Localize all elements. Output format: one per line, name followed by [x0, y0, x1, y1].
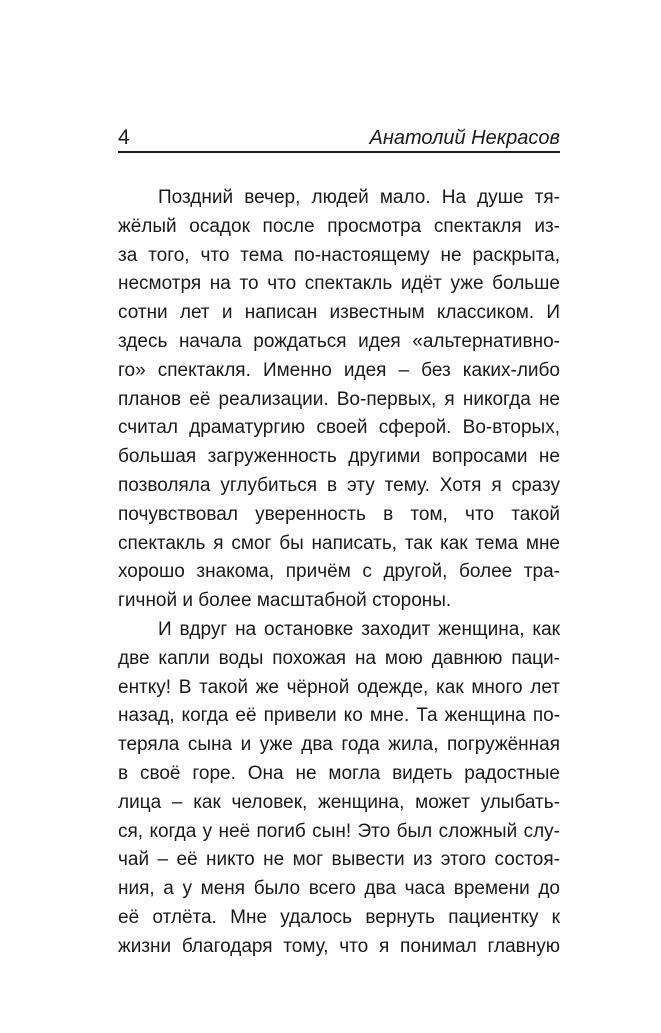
text-line: считал драматургию своей сферой. Во-вторых, [118, 417, 560, 439]
text-line: жёлый осадок после просмотра спектакля из- [118, 215, 560, 237]
text-line: её отлёта. Мне удалось вернуть пациентку к [118, 906, 560, 928]
text-line: лица – как человек, женщина, может улыбать- [118, 791, 560, 813]
text-line: гичной и более масштабной стороны. [118, 590, 452, 612]
text-line: в своё горе. Она не могла видеть радостные [118, 762, 560, 784]
page-header [118, 126, 560, 152]
text-line: почувствовал уверенность в том, что такой [118, 503, 560, 525]
text-line: ся, когда у неё погиб сын! Это был сложный слу- [118, 820, 560, 842]
text-line: несмотря на то что спектакль идёт уже больше [118, 273, 560, 295]
body-text [118, 184, 560, 962]
text-line: И вдруг на остановке заходит женщина, как [158, 618, 560, 640]
text-line: назад, когда её привели ко мне. Та женщина по- [118, 705, 560, 727]
text-line: спектакль я смог бы написать, так как тема мне [118, 532, 560, 554]
text-line: сотни лет и написан известным классиком. И [118, 302, 560, 324]
text-line: ния, а у меня было всего два часа времени до [118, 878, 560, 900]
text-line: здесь начала рождаться идея «альтернативно- [118, 330, 560, 352]
page-number: 4 [118, 126, 130, 149]
text-line: чай – её никто не мог вывести из этого состоя- [118, 849, 560, 871]
text-line: ентку! В такой же чёрной одежде, как много лет [118, 676, 560, 698]
text-line: Поздний вечер, людей мало. На душе тя- [158, 187, 560, 208]
text-line: теряла сына и уже два года жила, погружённая [118, 734, 560, 756]
text-line: жизни благодаря тому, что я понимал главную [118, 935, 560, 957]
text-line: большая загруженность другими вопросами не [118, 446, 560, 468]
text-line: планов её реализации. Во-первых, я никогда не [118, 388, 560, 410]
text-line: за того, что тема по-настоящему не раскрыта, [118, 244, 560, 266]
text-line: хорошо знакома, причём с другой, более тра- [118, 561, 560, 583]
text-line: две капли воды похожая на мою давнюю паци- [118, 647, 560, 669]
header-rule [118, 151, 560, 153]
text-line: го» спектакля. Именно идея – без каких-либо [118, 359, 560, 381]
running-head-author: Анатолий Некрасов [369, 127, 560, 149]
text-line: позволяла углубиться в эту тему. Хотя я сразу [118, 474, 560, 496]
